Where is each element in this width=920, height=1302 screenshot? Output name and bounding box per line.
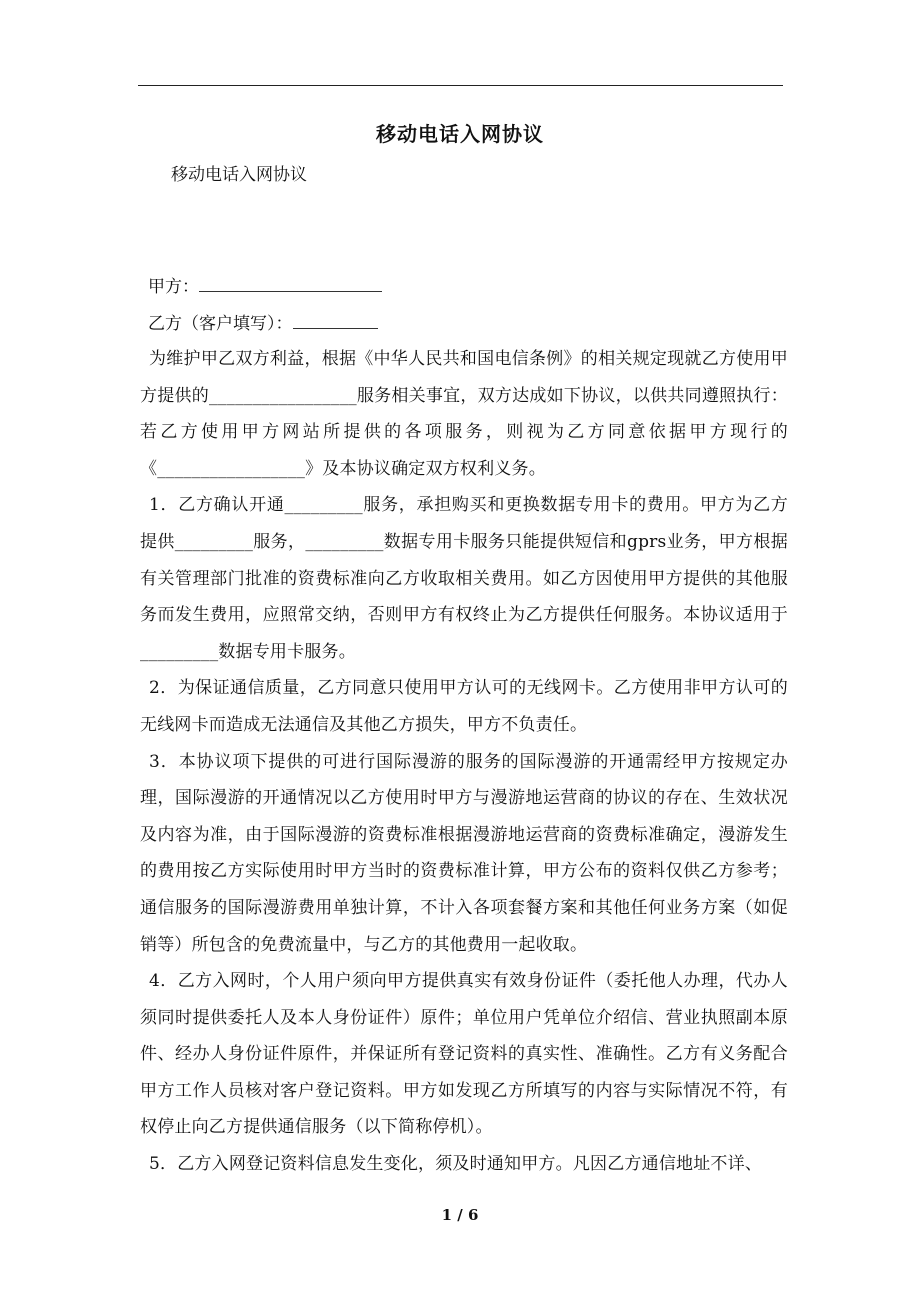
clause-1: 1．乙方确认开通_________服务，承担购买和更换数据专用卡的费用。甲方为乙方提供_________服务，_________数据专用卡服务只能提供短信和gprs业务，甲方根据有关管理部门批准的资费标准向乙方收取相关费用。如乙方因使用甲方提供的其他服务而发生费用，应照常交纳，否则甲方有权终止为乙方提供任何服务。本协议适用于_________数据专用卡服务。 <box>140 495 788 662</box>
party-b-blank <box>293 310 378 329</box>
party-b-label: 乙方（客户填写）： <box>148 314 293 334</box>
clause-intro: 为维护甲乙双方利益，根据《中华人民共和国电信条例》的相关规定现就乙方使用甲方提供的_________________服务相关事宜，双方达成如下协议，以供共同遵照执行：若乙方使用甲方网站所提供的各项服务，则视为乙方同意依据甲方现行的《_________________》及本协议确定双方权利义务。 <box>140 349 788 479</box>
agreement-body <box>140 341 788 1183</box>
document-subtitle: 移动电话入网协议 <box>171 165 307 185</box>
clause-5: 5．乙方入网登记资料信息发生变化，须及时通知甲方。凡因乙方通信地址不详、 <box>149 1154 763 1175</box>
clause-4: 4．乙方入网时，个人用户须向甲方提供真实有效身份证件（委托他人办理，代办人须同时提供委托人及本人身份证件）原件；单位用户凭单位介绍信、营业执照副本原件、经办人身份证件原件，并保证所有登记资料的真实性、准确性。乙方有义务配合甲方工作人员核对客户登记资料。甲方如发现乙方所填写的内容与实际情况不符，有权停止向乙方提供通信服务（以下简称停机）。 <box>140 971 788 1138</box>
party-a-label: 甲方： <box>148 277 199 297</box>
party-b-field <box>148 309 378 334</box>
header-rule <box>138 85 783 86</box>
document-title: 移动电话入网协议 <box>376 122 544 146</box>
page-number: 1 / 6 <box>441 1206 479 1224</box>
clause-3: 3．本协议项下提供的可进行国际漫游的服务的国际漫游的开通需经甲方按规定办理，国际漫游的开通情况以乙方使用时甲方与漫游地运营商的协议的存在、生效状况及内容为准，由于国际漫游的资费标准根据漫游地运营商的资费标准确定，漫游发生的费用按乙方实际使用时甲方当时的资费标准计算，甲方公布的资料仅供乙方参考；通信服务的国际漫游费用单独计算，不计入各项套餐方案和其他任何业务方案（如促销等）所包含的免费流量中，与乙方的其他费用一起收取。 <box>140 751 788 955</box>
clause-2: 2．为保证通信质量，乙方同意只使用甲方认可的无线网卡。乙方使用非甲方认可的无线网卡而造成无法通信及其他乙方损失，甲方不负责任。 <box>140 678 788 735</box>
party-a-blank <box>199 273 382 292</box>
party-a-field <box>148 272 382 297</box>
